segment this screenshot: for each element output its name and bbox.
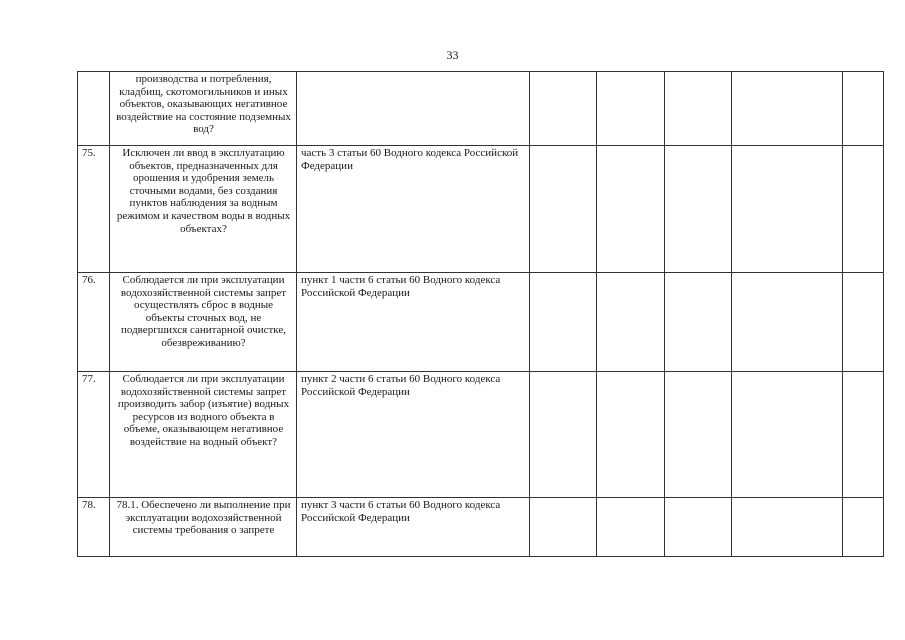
reference-cell: пункт 3 части 6 статьи 60 Водного кодекса Российской Федерации (297, 498, 530, 557)
reference-cell: пункт 1 части 6 статьи 60 Водного кодекса Российской Федерации (297, 273, 530, 372)
row-number: 77. (78, 372, 110, 498)
row-number: 75. (78, 146, 110, 273)
answer-cell (732, 72, 843, 146)
checklist-table (77, 71, 884, 557)
answer-cell (665, 146, 732, 273)
answer-cell (843, 72, 884, 146)
answer-cell (843, 372, 884, 498)
row-number (78, 72, 110, 146)
answer-cell (597, 372, 665, 498)
answer-cell (597, 498, 665, 557)
answer-cell (665, 498, 732, 557)
answer-cell (597, 146, 665, 273)
answer-cell (665, 72, 732, 146)
answer-cell (843, 498, 884, 557)
answer-cell (530, 372, 597, 498)
answer-cell (732, 146, 843, 273)
question-cell: производства и потребления, кладбищ, скотомогильников и иных объектов, оказывающих негативное воздействие на состояние подземных вод? (110, 72, 297, 146)
question-cell: 78.1. Обеспечено ли выполнение при эксплуатации водохозяйственной системы требования о запрете (110, 498, 297, 557)
question-cell: Соблюдается ли при эксплуатации водохозяйственной системы запрет производить забор (изъятие) водных ресурсов из водного объекта в объеме, оказывающем негативное воздействие на водный объект? (110, 372, 297, 498)
answer-cell (843, 146, 884, 273)
table-row (78, 273, 884, 372)
answer-cell (530, 273, 597, 372)
question-cell: Соблюдается ли при эксплуатации водохозяйственной системы запрет осуществлять сброс в водные объекты сточных вод, не подвергшихся санитарной очистке, обезвреживанию? (110, 273, 297, 372)
answer-cell (732, 498, 843, 557)
answer-cell (530, 72, 597, 146)
question-cell: Исключен ли ввод в эксплуатацию объектов, предназначенных для орошения и удобрения земель сточными водами, без создания пунктов наблюдения за водным режимом и качеством воды в водных объектах? (110, 146, 297, 273)
answer-cell (843, 273, 884, 372)
table-row (78, 146, 884, 273)
answer-cell (665, 273, 732, 372)
page-number: 33 (446, 48, 459, 62)
table-row (78, 72, 884, 146)
answer-cell (530, 146, 597, 273)
answer-cell (732, 372, 843, 498)
reference-cell: пункт 2 части 6 статьи 60 Водного кодекса Российской Федерации (297, 372, 530, 498)
table-row (78, 372, 884, 498)
answer-cell (530, 498, 597, 557)
answer-cell (597, 72, 665, 146)
row-number: 78. (78, 498, 110, 557)
answer-cell (597, 273, 665, 372)
table-row (78, 498, 884, 557)
answer-cell (665, 372, 732, 498)
row-number: 76. (78, 273, 110, 372)
reference-cell (297, 72, 530, 146)
reference-cell: часть 3 статьи 60 Водного кодекса Российской Федерации (297, 146, 530, 273)
answer-cell (732, 273, 843, 372)
